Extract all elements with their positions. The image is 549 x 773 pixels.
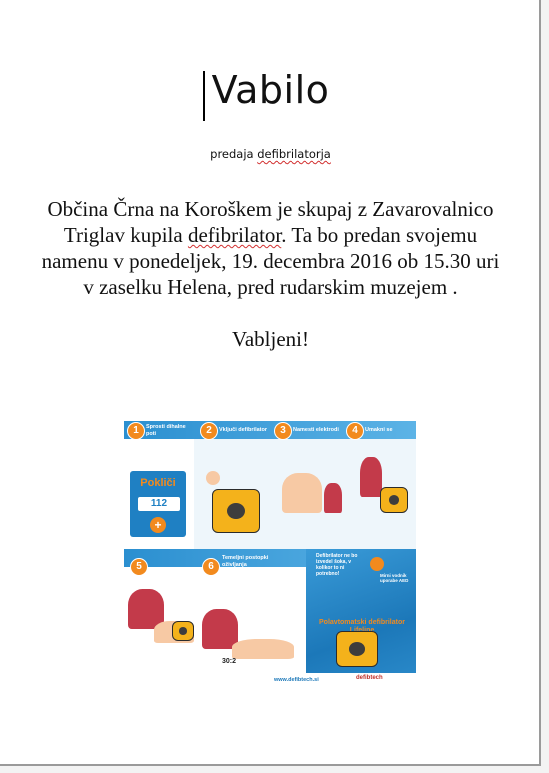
step-1-label: Sprosti dihalne poti xyxy=(146,424,186,437)
defibrillator-floor-button-icon xyxy=(179,627,187,634)
rescuer-standing-illustration xyxy=(360,457,382,497)
aed-cross-icon xyxy=(370,557,384,571)
welcome-text: Vabljeni! xyxy=(232,327,309,351)
misspelled-word-defibrilator: defibrilator xyxy=(187,223,282,247)
lifeline-button-icon xyxy=(349,642,365,656)
brand-logo: defibtech xyxy=(356,675,383,681)
step-5-number: 5 xyxy=(130,558,148,576)
step-6-label: Temeljni postopki oživljanja xyxy=(222,555,269,568)
website-url: www.defibtech.si xyxy=(274,677,319,683)
step-3-number: 3 xyxy=(274,422,292,440)
rescuer-illustration xyxy=(324,483,342,513)
hand-icon xyxy=(206,471,220,485)
emergency-call-box xyxy=(130,471,186,537)
patient-illustration xyxy=(282,473,322,513)
announcement-part-1: Občina Črna na Koroškem je skupaj z Zavarovalnico Triglav kupila xyxy=(47,197,494,247)
document-body[interactable] xyxy=(40,196,501,352)
step-4-number: 4 xyxy=(346,422,364,440)
defibrillator-button-icon xyxy=(227,503,245,520)
defibrillator-on-floor-illustration xyxy=(172,621,194,641)
step-2-label: Vključi defibrilator xyxy=(219,427,267,433)
step-4-label: Umakni se xyxy=(365,427,393,433)
defibrillator-small-button-icon xyxy=(389,495,399,505)
right-panel-note: Defibrilator ne bo izvedel šoka, v kolikor to ni potrebno! xyxy=(316,553,358,577)
cpr-ratio: 30:2 xyxy=(222,658,237,665)
compressions-rescuer-illustration xyxy=(202,609,238,649)
call-title: Pokliči xyxy=(140,477,176,489)
subtitle-misspelled-word: defibrilatorja xyxy=(257,147,331,161)
medical-cross-icon: + xyxy=(150,517,166,533)
step-3-label: Namesti elektrodi xyxy=(293,427,339,433)
step-6-number: 6 xyxy=(202,558,220,576)
step-2-number: 2 xyxy=(200,422,218,440)
product-name: Polavtomatski defibrilator xyxy=(319,619,405,626)
subtitle-text: predaja xyxy=(210,147,258,161)
step-1-number: 1 xyxy=(127,422,145,440)
announcement-paragraph xyxy=(40,196,501,300)
defibrillator-illustration xyxy=(212,489,260,533)
announcement-part-2: . Ta bo predan svojemu namenu v ponedeljek, 19. decembra 2016 ob 15.30 uri v zaselku Helena, pred rudarskim muzejem . xyxy=(41,223,500,299)
defibrillator-instructions-image[interactable] xyxy=(124,421,416,689)
recovery-patient-illustration xyxy=(232,639,294,659)
document-subtitle[interactable] xyxy=(0,147,541,161)
emergency-number: 112 xyxy=(138,497,180,511)
defibrillator-small-illustration xyxy=(380,487,408,513)
right-panel-guide: Mirni vodnik uporabe AED xyxy=(380,573,409,583)
lifeline-defibrillator-illustration xyxy=(336,631,378,667)
document-title[interactable]: Vabilo xyxy=(211,68,330,112)
